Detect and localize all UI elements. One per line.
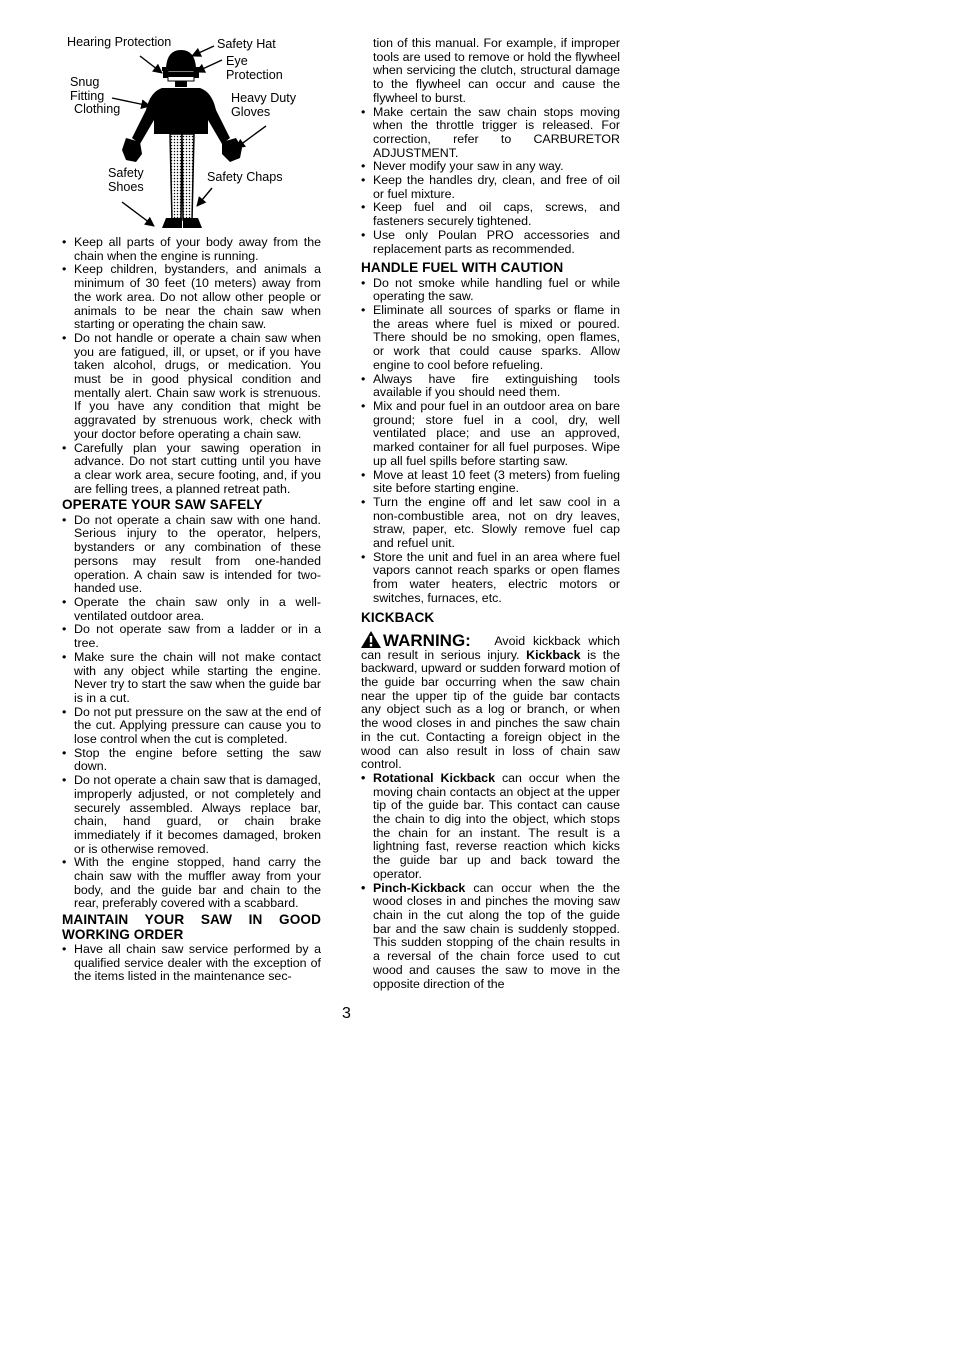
warning-triangle-icon — [361, 631, 381, 648]
list-item: • Do not operate a chain saw that is damaged, improperly adjusted, or not completely and securely assembled. Always replace bar, chain, hand guard, or chain brake immediately if it becomes damaged, broken or is otherwise removed. — [62, 774, 321, 856]
kickback-warning-paragraph — [361, 631, 620, 772]
list-item: • Store the unit and fuel in an area where fuel vapors cannot reach sparks or open flames from water heaters, electric motors or switches, furnaces, etc. — [361, 551, 620, 606]
list-item: • Do not operate a chain saw with one hand. Serious injury to the operator, helpers, bystanders or any combination of these persons may result from one-handed operation. A chain saw is intended for two-handed use. — [62, 514, 321, 596]
list-item-pinch-kickback — [361, 882, 620, 992]
goggles-shape — [168, 72, 194, 77]
label-shoes-line-1: Safety — [108, 166, 144, 180]
list-item: • Turn the engine off and let saw cool in a non-combustible area, not on dry leaves, straw, paper, etc. Slowly remove fuel cap and refuel unit. — [361, 496, 620, 551]
label-gloves-line-1: Heavy Duty — [231, 91, 297, 105]
list-item: • Do not put pressure on the saw at the end of the cut. Applying pressure can cause you to lose control when the cut is completed. — [62, 706, 321, 747]
label-snug-line-2: Fitting — [70, 88, 105, 103]
list-item: • Keep fuel and oil caps, screws, and fasteners securely tightened. — [361, 201, 620, 228]
list-item: • Never modify your saw in any way. — [361, 160, 620, 174]
label-snug-line-3: Clothing — [74, 102, 121, 117]
label-safety-hat: Safety Hat — [217, 37, 276, 51]
warning-bold-term: Kickback — [526, 647, 581, 662]
operator-illustration — [62, 30, 322, 235]
safety-gear-figure — [62, 30, 322, 235]
warning-text-1: Avoid kickback which can result in serious injury. — [361, 633, 620, 662]
safety-shoes-shape — [162, 218, 182, 228]
label-gloves-line-2: Gloves — [231, 104, 271, 119]
warning-text-2: is the backward, upward or sudden forward motion of the guide bar occurring when the saw chain near the upper tip of the guide bar contacts any object such as a log or branch, or when the wood closes in and pinches the saw chain in the cut. Contacting a foreign object in the wood can also result in loss of chain saw control. — [361, 647, 621, 772]
list-item: • Make certain the saw chain stops moving when the throttle trigger is released. For correction, refer to CARBURETOR ADJUSTMENT. — [361, 106, 620, 161]
list-item: • Operate the chain saw only in a well-ventilated outdoor area. — [62, 596, 321, 623]
maintain-continuation: tion of this manual. For example, if improper tools are used to remove or hold the flywheel when servicing the clutch, structural damage to the flywheel can occur and cause the flywheel to burst. — [373, 36, 620, 105]
label-safety-chaps: Safety Chaps — [207, 170, 283, 184]
right-column — [361, 37, 620, 991]
rotational-kickback-term: Rotational Kickback — [373, 770, 495, 785]
list-item: • Always have fire extinguishing tools available if you should need them. — [361, 373, 620, 400]
list-item: • Make sure the chain will not make contact with any object while starting the engine. Never try to start the saw when the guide bar is in a cut. — [62, 651, 321, 706]
fuel-caution-list — [361, 277, 620, 606]
label-heavy-duty-gloves — [231, 92, 296, 119]
label-eye-line-1: Eye — [226, 54, 248, 68]
page-number: 3 — [342, 1005, 351, 1022]
list-item: • Have all chain saw service performed by a qualified service dealer with the exception of the items listed in the maintenance sec- — [62, 943, 321, 984]
maintain-list-left — [62, 943, 321, 984]
list-item-rotational-kickback — [361, 772, 620, 882]
list-item: • With the engine stopped, hand carry the chain saw with the muffler away from your body, and the guide bar and chain to the rear, preferably covered with a scabbard. — [62, 856, 321, 911]
operate-safely-list — [62, 514, 321, 911]
safety-hat-shape — [166, 50, 196, 68]
list-item: • Keep the handles dry, clean, and free of oil or fuel mixture. — [361, 174, 620, 201]
list-item: • Do not smoke while handling fuel or while operating the saw. — [361, 277, 620, 304]
list-item: • Carefully plan your sawing operation in advance. Do not start cutting until you have a clear work area, secure footing, and, if you are felling trees, a planned retreat path. — [62, 442, 321, 497]
label-eye-line-2: Protection — [226, 67, 283, 82]
heading-handle-fuel: HANDLE FUEL WITH CAUTION — [361, 260, 564, 276]
maintain-list-right — [361, 106, 620, 257]
label-safety-shoes — [108, 167, 144, 194]
list-item: • Move at least 10 feet (3 meters) from fueling site before starting engine. — [361, 469, 620, 496]
list-item: • Do not handle or operate a chain saw when you are fatigued, ill, or upset, or if you have taken alcohol, drugs, or medication. You must be in good physical condition and mentally alert. Chain saw work is strenuous. If you have any condition that might be aggravated by strenuous work, check with your doctor before operating a chain saw. — [62, 332, 321, 442]
intro-safety-list — [62, 236, 321, 496]
list-item: • Mix and pour fuel in an outdoor area on bare ground; store fuel in a cool, dry, well ventilated place; and use an approved, marked container for all fuel purposes. Wipe up all fuel spills before starting saw. — [361, 400, 620, 469]
heading-kickback: KICKBACK — [361, 609, 435, 625]
label-snug-fitting-clothing — [70, 76, 120, 117]
kickback-types-list — [361, 772, 620, 991]
list-item: • Stop the engine before setting the saw down. — [62, 747, 321, 774]
list-item: • Eliminate all sources of sparks or flame in the areas where fuel is mixed or poured. There should be no smoking, open flames, or work that could cause sparks. Allow engine to cool before refueling. — [361, 304, 620, 373]
heading-maintain-saw: MAINTAIN YOUR SAW IN GOOD WORKING ORDER — [62, 912, 321, 942]
pinch-kickback-term: Pinch-Kickback — [373, 880, 466, 895]
label-hearing-protection: Hearing Protection — [67, 35, 172, 49]
label-shoes-line-2: Shoes — [108, 179, 144, 194]
list-item: • Use only Poulan PRO accessories and replacement parts as recommended. — [361, 229, 620, 256]
list-item: • Keep all parts of your body away from the chain when the engine is running. — [62, 236, 321, 263]
right-glove-shape — [222, 138, 242, 162]
warning-label: WARNING: — [383, 630, 471, 650]
heading-operate-safely: OPERATE YOUR SAW SAFELY — [62, 497, 263, 513]
safety-chaps-shape — [170, 134, 182, 220]
label-eye-protection — [226, 55, 283, 82]
list-item: • Do not operate saw from a ladder or in a tree. — [62, 623, 321, 650]
left-column — [62, 236, 321, 984]
rotational-kickback-text: can occur when the moving chain contacts an object at the upper tip of the guide bar. This contact can cause the chain to dig into the object, which stops the chain for an instant. The result is a lightning fast, reverse reaction which kicks the guide bar up and back toward the operator. — [373, 770, 620, 881]
list-item: • Keep children, bystanders, and animals a minimum of 30 feet (10 meters) away from the work area. Do not allow other people or animals to be near the chain saw when starting or operating the chain saw. — [62, 263, 321, 332]
pinch-kickback-text: can occur when the the wood closes in and pinches the moving saw chain in the cut along the top of the guide bar and the saw chain is suddenly stopped. This sudden stopping of the chain results in a reversal of the chain force used to cut wood and causes the saw to move in the opposite direction of the — [373, 880, 620, 991]
label-snug-line-1: Snug — [70, 75, 100, 89]
